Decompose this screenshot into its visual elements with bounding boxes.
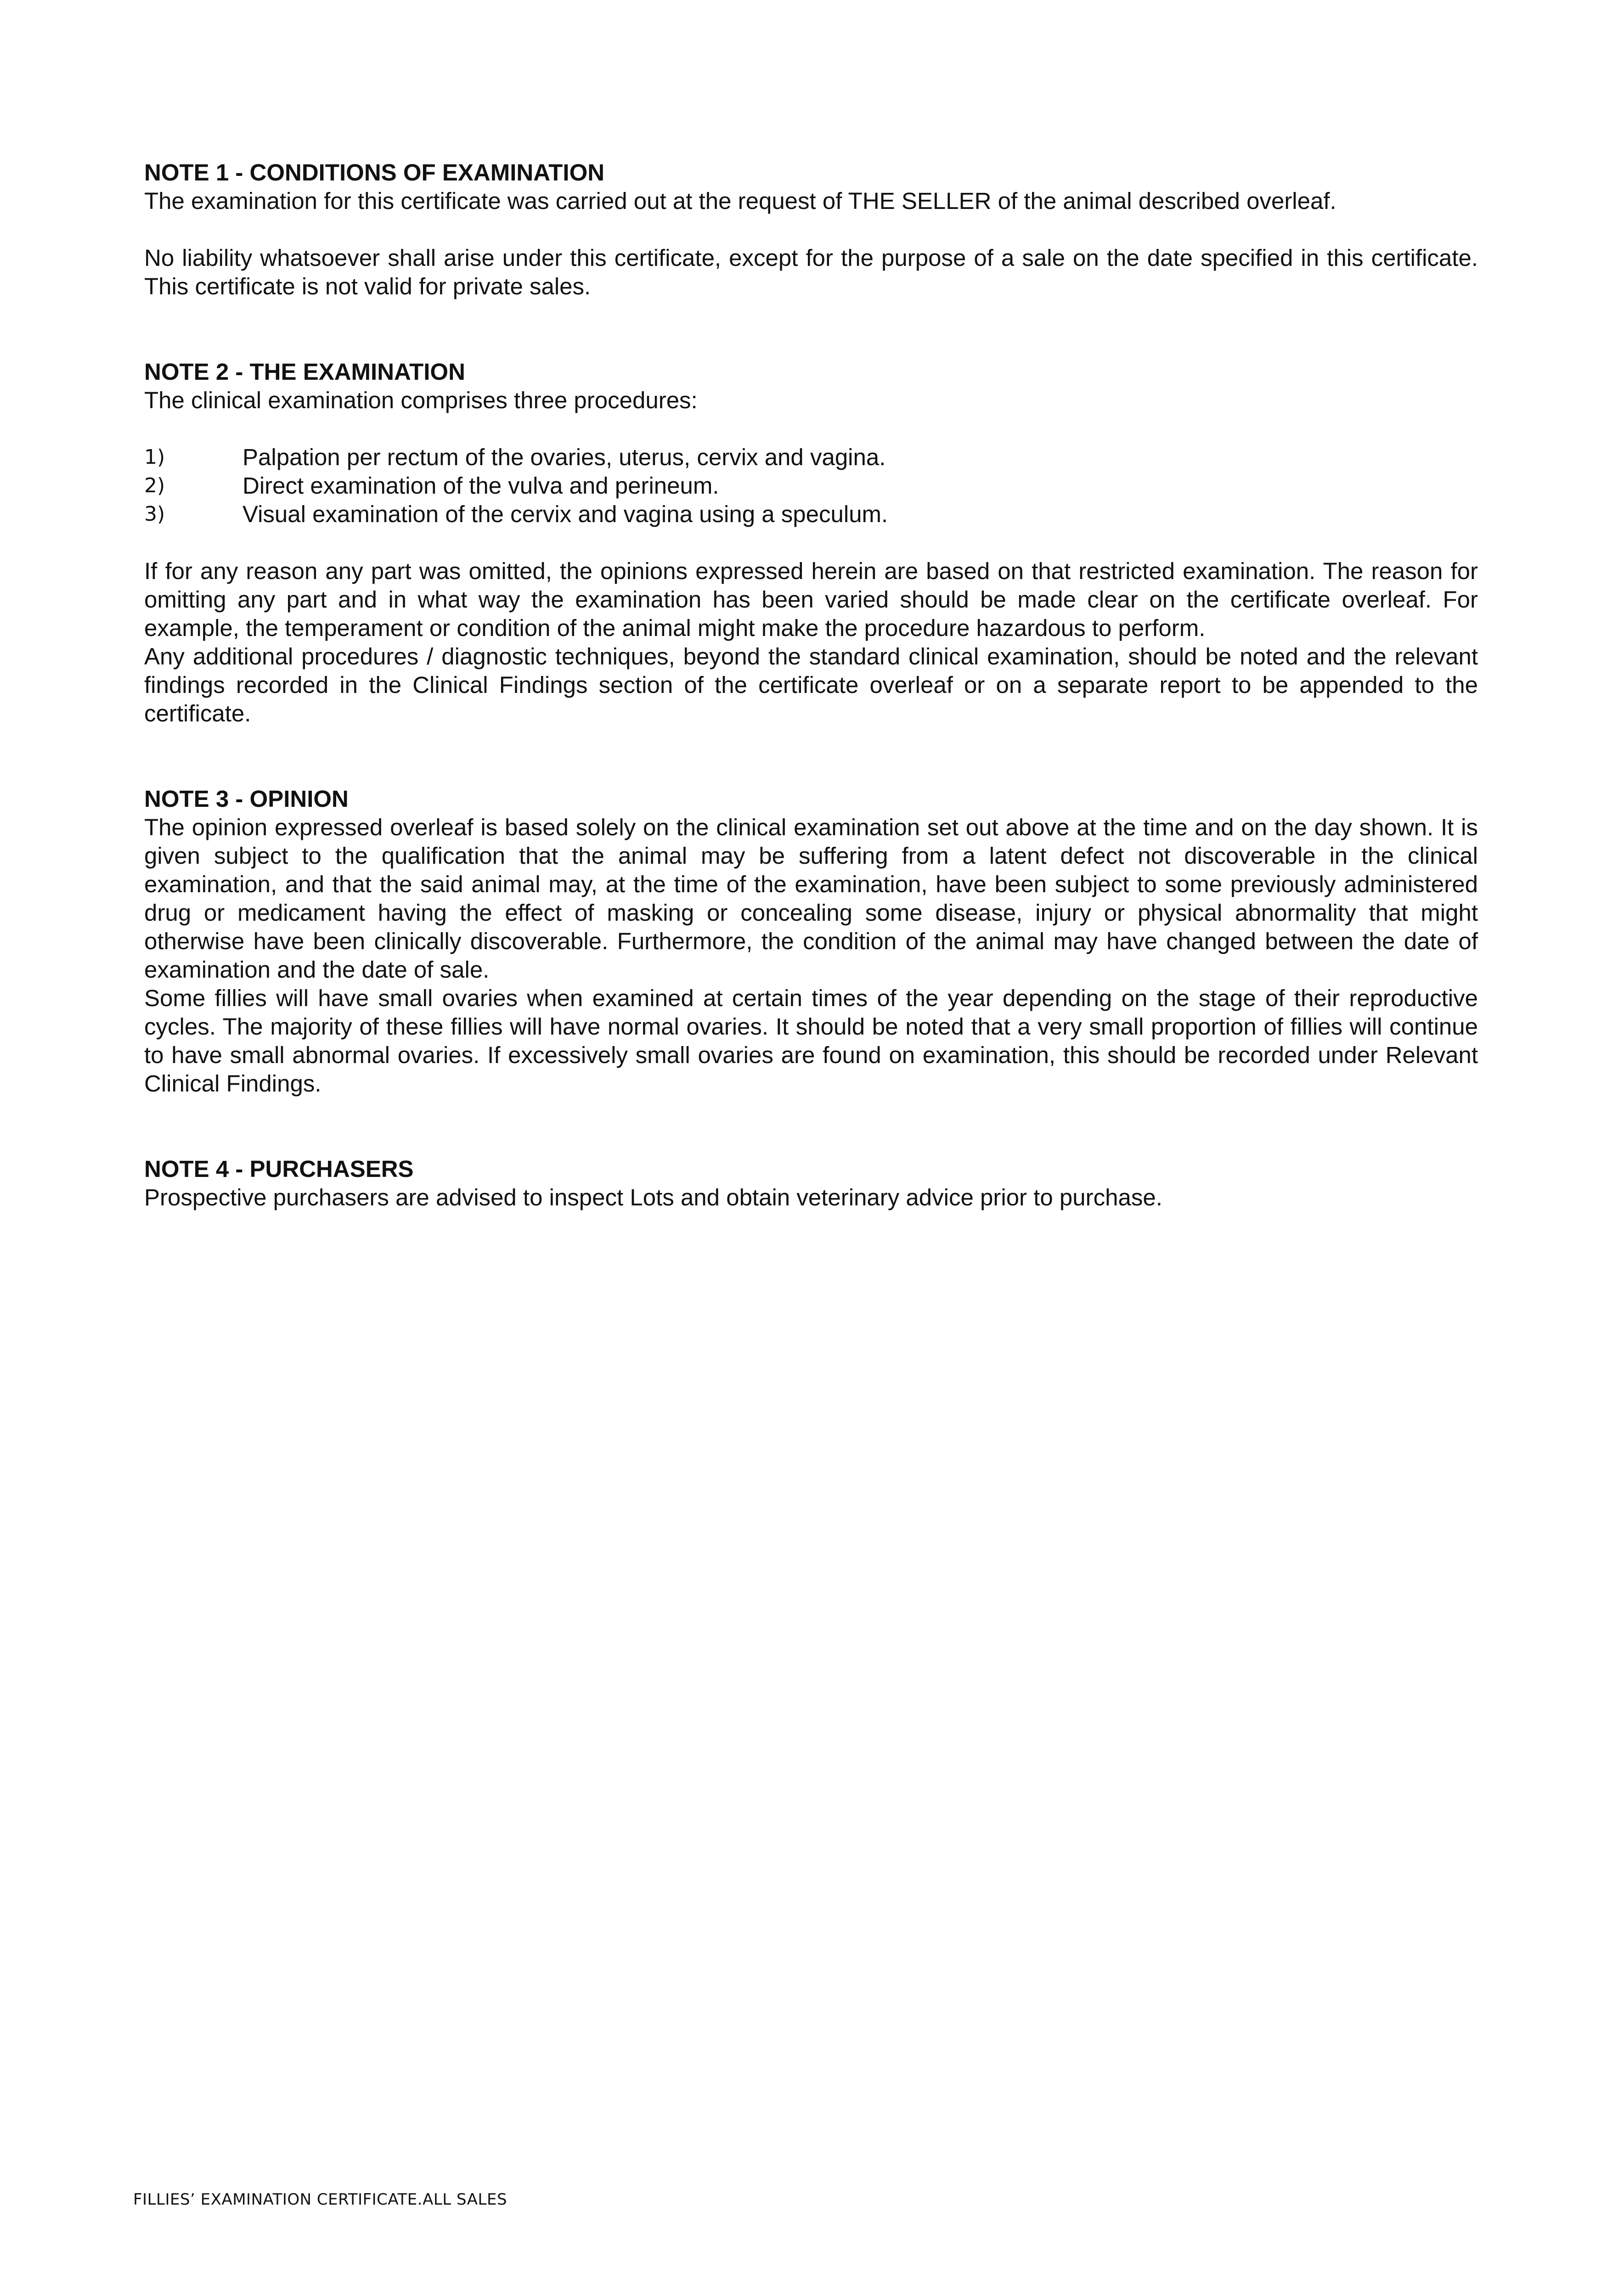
list-item xyxy=(144,443,1478,472)
note-1-paragraph-2: No liability whatsoever shall arise under this certificate, except for the purpose of a sale on the date specified in this certificate. This certificate is not valid for private sales. xyxy=(144,245,1478,299)
list-item-text: Palpation per rectum of the ovaries, uterus, cervix and vagina. xyxy=(242,444,886,470)
note-3-title: NOTE 3 - OPINION xyxy=(144,786,349,812)
spacer xyxy=(144,529,1478,557)
note-4-title: NOTE 4 - PURCHASERS xyxy=(144,1156,414,1182)
note-1-paragraph-1: The examination for this certificate was carried out at the request of THE SELLER of the animal described overleaf. xyxy=(144,188,1336,214)
spacer xyxy=(144,215,1478,244)
note-2-intro: The clinical examination comprises three procedures: xyxy=(144,387,698,413)
spacer xyxy=(144,728,1478,785)
list-item-number: 2) xyxy=(144,474,165,497)
note-3-section xyxy=(144,785,1478,1098)
note-1-section xyxy=(144,158,1478,301)
page-footer: FILLIES’ EXAMINATION CERTIFICATE.ALL SALES xyxy=(133,2190,508,2209)
note-3-paragraph-2: Some fillies will have small ovaries when examined at certain times of the year depending on the stage of their reproductive cycles. The majority of these fillies will have normal ovaries. It should be noted that a very small proportion of fillies will continue to have small abnormal ovaries. If excessively small ovaries are found on examination, this should be recorded under Relevant Clinical Findings. xyxy=(144,985,1478,1097)
note-4-paragraph-1: Prospective purchasers are advised to inspect Lots and obtain veterinary advice prior to purchase. xyxy=(144,1184,1162,1210)
note-2-section xyxy=(144,358,1478,728)
spacer xyxy=(144,1098,1478,1155)
procedures-list xyxy=(144,443,1478,529)
document-page xyxy=(144,158,1478,1212)
note-1-title: NOTE 1 - CONDITIONS OF EXAMINATION xyxy=(144,159,605,186)
list-item xyxy=(144,500,1478,529)
note-2-title: NOTE 2 - THE EXAMINATION xyxy=(144,359,465,385)
spacer xyxy=(144,301,1478,358)
note-3-paragraph-1: The opinion expressed overleaf is based solely on the clinical examination set out above at the time and on the day shown. It is given subject to the qualification that the animal may be suffering from a latent defect not discoverable in the clinical examination, and that the said animal may, at the time of the examination, have been subject to some previously administered drug or medicament having the effect of masking or concealing some disease, injury or physical abnormality that might otherwise have been clinically discoverable. Furthermore, the condition of the animal may have changed between the date of examination and the date of sale. xyxy=(144,814,1478,983)
note-2-paragraph-2: Any additional procedures / diagnostic techniques, beyond the standard clinical examination, should be noted and the relevant findings recorded in the Clinical Findings section of the certificate overleaf or on a separate report to be appended to the certificate. xyxy=(144,643,1478,726)
note-2-paragraph-1: If for any reason any part was omitted, the opinions expressed herein are based on that restricted examination. The reason for omitting any part and in what way the examination has been varied should be made clear on the certificate overleaf. For example, the temperament or condition of the animal might make the procedure hazardous to perform. xyxy=(144,558,1478,641)
list-item xyxy=(144,472,1478,500)
spacer xyxy=(144,415,1478,443)
list-item-number: 3) xyxy=(144,502,165,526)
list-item-number: 1) xyxy=(144,445,165,469)
list-item-text: Direct examination of the vulva and perineum. xyxy=(242,473,719,499)
note-4-section xyxy=(144,1155,1478,1212)
list-item-text: Visual examination of the cervix and vagina using a speculum. xyxy=(242,501,888,527)
